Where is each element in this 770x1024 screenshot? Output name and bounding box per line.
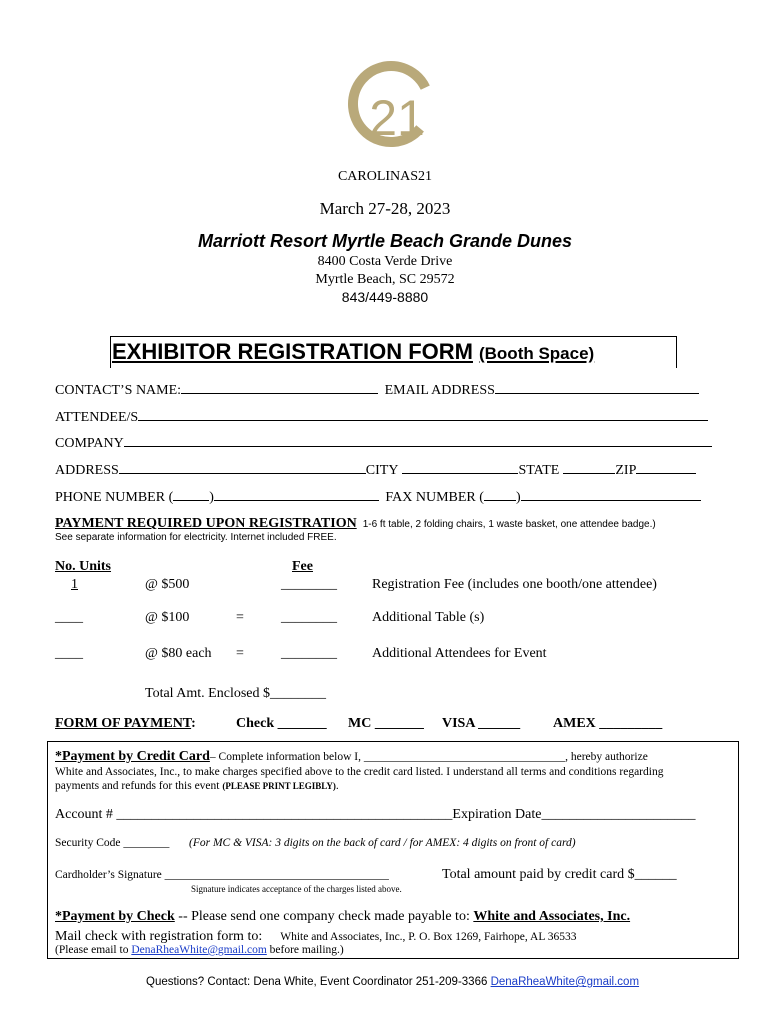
attendees-row — [55, 407, 708, 426]
fee-row-1-units-value: 1 — [71, 577, 78, 592]
credit-card-intro-line3 — [55, 780, 339, 792]
form-subtitle: (Booth Space) — [478, 344, 595, 363]
email-before-mailing-suffix: before mailing.) — [266, 944, 344, 956]
payment-required-heading: PAYMENT REQUIRED UPON REGISTRATION — [55, 516, 357, 531]
century21-logo-icon — [345, 55, 437, 173]
units-header: No. Units — [55, 559, 112, 574]
email-label: EMAIL ADDRESS — [384, 383, 495, 398]
venue-address-line2: Myrtle Beach, SC 29572 — [315, 272, 455, 287]
city-label: CITY — [365, 463, 399, 478]
fax-close: ) — [515, 490, 521, 505]
venue-phone: 843/449-8880 — [341, 289, 429, 305]
credit-card-heading: *Payment by Credit Card — [55, 749, 210, 764]
fee-row-1-fee[interactable]: ________ — [281, 577, 337, 592]
address-label: ADDRESS — [55, 463, 119, 478]
fee-row-3-fee[interactable]: ________ — [281, 646, 337, 661]
address-row — [55, 460, 696, 479]
state-field[interactable] — [563, 460, 615, 474]
check-heading: *Payment by Check — [55, 909, 175, 924]
electricity-note: See separate information for electricity. Internet included FREE. — [55, 532, 337, 543]
attendees-field[interactable] — [138, 407, 708, 421]
security-code-note: (For MC & VISA: 3 digits on the back of card / for AMEX: 4 digits on front of card) — [189, 837, 576, 849]
mail-check-row — [55, 927, 577, 945]
phone-close: ) — [209, 490, 214, 505]
check-instructions: -- Please send one company check made payable to: — [174, 909, 474, 924]
fax-label: FAX NUMBER ( — [385, 490, 484, 505]
footer-contact — [146, 976, 639, 988]
address-field[interactable] — [119, 460, 366, 474]
payment-includes-text: 1-6 ft table, 2 folding chairs, 1 waste basket, one attendee badge.) — [362, 519, 656, 530]
coordinator-email-link[interactable]: DenaRheaWhite@gmail.com — [131, 944, 267, 956]
fee-row-2-price: @ $100 — [145, 610, 190, 625]
print-legibly-note: (PLEASE PRINT LEGIBLY) — [222, 781, 336, 791]
fee-row-3-equals: = — [236, 646, 244, 661]
form-of-payment-row — [55, 716, 196, 732]
fee-row-3-price: @ $80 each — [145, 646, 212, 661]
mail-check-label: Mail check with registration form to: — [55, 929, 263, 944]
footer-questions: Questions? Contact: Dena White, Event Coordinator 251-209-3366 — [146, 976, 488, 988]
footer-email-link[interactable]: DenaRheaWhite@gmail.com — [490, 976, 640, 988]
city-field[interactable] — [402, 460, 518, 474]
fee-row-1-price: @ $500 — [145, 577, 190, 592]
phone-field[interactable] — [214, 487, 379, 501]
cardholder-signature-field[interactable]: Cardholder’s Signature _______________________________________ — [55, 869, 389, 881]
form-of-payment-label: FORM OF PAYMENT — [55, 716, 192, 731]
payment-mc-option[interactable]: MC _______ — [348, 716, 424, 731]
venue-name: Marriott Resort Myrtle Beach Grande Dunes — [197, 231, 573, 251]
payment-visa-option[interactable]: VISA ______ — [442, 716, 521, 731]
payment-amex-option[interactable]: AMEX _________ — [553, 716, 663, 731]
fax-area-field[interactable] — [484, 487, 516, 501]
credit-card-authorize-text[interactable]: – Complete information below I, ___________________________________, hereby authorize — [209, 751, 648, 763]
credit-card-intro-period: . — [335, 780, 339, 792]
state-label: STATE — [518, 463, 560, 478]
check-payment-row — [55, 909, 630, 925]
fee-row-1-units[interactable] — [63, 577, 87, 593]
mail-check-address: White and Associates, Inc., P. O. Box 1269, Fairhope, AL 36533 — [280, 931, 577, 943]
form-of-payment-colon: : — [191, 716, 196, 731]
fee-row-2-equals: = — [236, 610, 244, 625]
fax-field[interactable] — [521, 487, 701, 501]
phone-label: PHONE NUMBER ( — [55, 490, 174, 505]
company-field[interactable] — [124, 433, 712, 447]
brand-name: CAROLINAS21 — [337, 169, 433, 184]
logo-number: 21 — [369, 90, 425, 146]
total-enclosed[interactable]: Total Amt. Enclosed $________ — [145, 686, 327, 701]
security-code-field[interactable]: Security Code ________ — [55, 837, 170, 849]
fee-row-2-fee[interactable]: ________ — [281, 610, 337, 625]
event-date: March 27-28, 2023 — [319, 199, 451, 218]
fee-row-3-units[interactable]: ____ — [55, 646, 83, 661]
form-title-text: EXHIBITOR REGISTRATION FORM — [112, 339, 473, 364]
email-field[interactable] — [495, 380, 699, 394]
account-expiration-row[interactable]: Account # ________________________________________________Expiration Date______________________ — [55, 807, 696, 822]
credit-card-intro-line1 — [55, 747, 648, 765]
company-row — [55, 433, 712, 452]
credit-card-intro-line2: White and Associates, Inc., to make charges specified above to the credit card listed. I understand all terms and conditions regarding — [55, 766, 664, 778]
fee-row-1-desc: Registration Fee (includes one booth/one attendee) — [372, 577, 657, 592]
fee-row-2-units[interactable]: ____ — [55, 610, 83, 625]
contact-name-field[interactable] — [181, 380, 378, 394]
credit-card-intro-text: payments and refunds for this event — [55, 780, 220, 792]
company-label: COMPANY — [55, 436, 124, 451]
check-payee: White and Associates, Inc. — [473, 909, 631, 924]
phone-fax-row — [55, 487, 701, 506]
payment-required-row — [55, 514, 656, 532]
zip-field[interactable] — [636, 460, 696, 474]
signature-note: Signature indicates acceptance of the charges listed above. — [191, 884, 402, 894]
fee-row-3-desc: Additional Attendees for Event — [372, 646, 547, 661]
phone-area-field[interactable] — [173, 487, 209, 501]
fee-header: Fee — [292, 559, 313, 574]
zip-label: ZIP — [615, 463, 637, 478]
fee-row-2-desc: Additional Table (s) — [372, 610, 485, 625]
credit-card-total-field[interactable]: Total amount paid by credit card $______ — [442, 867, 677, 882]
contact-name-label: CONTACT’S NAME: — [55, 383, 182, 398]
attendees-label: ATTENDEE/S — [55, 410, 139, 425]
email-before-mailing-row — [55, 944, 344, 956]
form-title — [112, 339, 594, 365]
email-before-mailing-prefix: (Please email to — [55, 944, 132, 956]
contact-name-row — [55, 380, 699, 399]
payment-check-option[interactable]: Check _______ — [236, 716, 327, 731]
venue-address-line1: 8400 Costa Verde Drive — [317, 254, 453, 269]
